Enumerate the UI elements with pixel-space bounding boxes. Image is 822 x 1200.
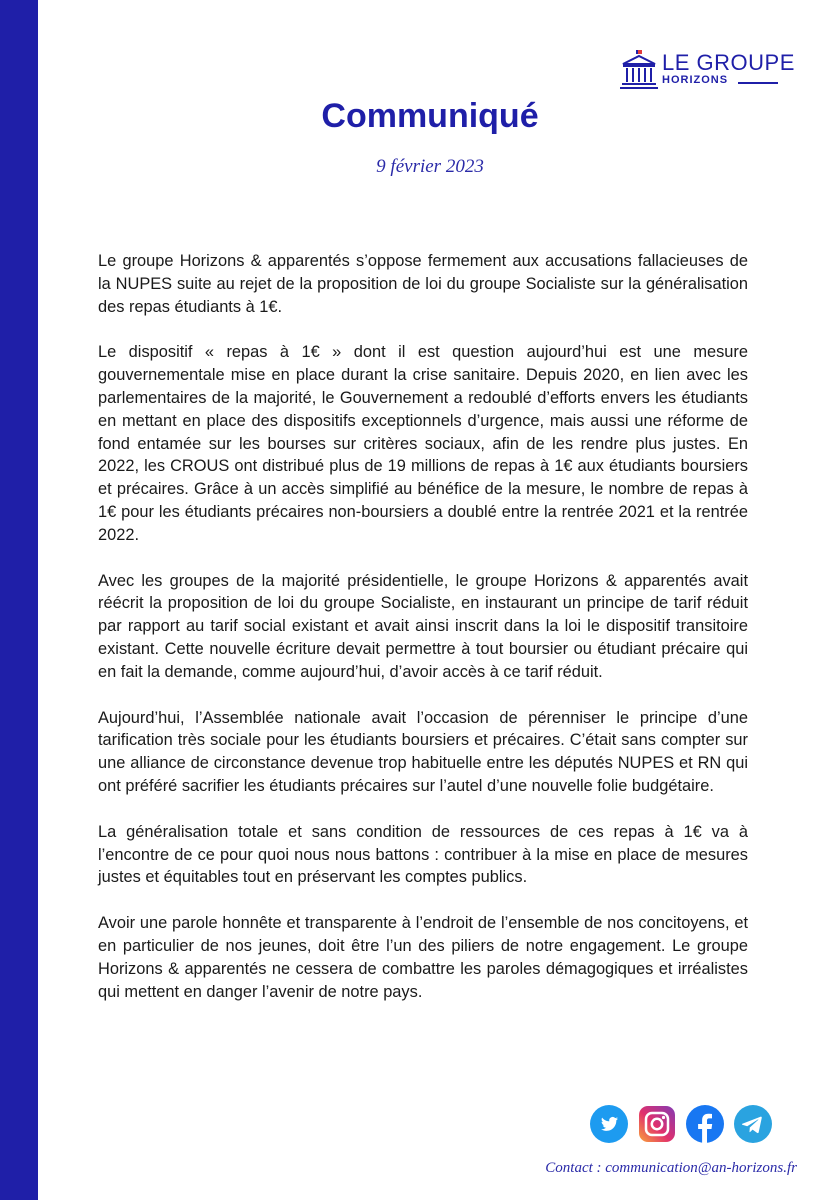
paragraph: Aujourd’hui, l’Assemblée nationale avait l’occasion de pérenniser le principe d’une tarification très sociale pour les étudiants boursiers et précaires. C’était sans compter sur une alliance de circonstance devenue trop habituelle entre les députés NUPES et RN qui ont préféré sacrifier les étudiants précaires sur l’autel d’une nouvelle folie budgétaire. xyxy=(98,708,748,795)
paragraph: Le dispositif « repas à 1€ » dont il est question aujourd’hui est une mesure gouvernementale mise en place durant la crise sanitaire. Depuis 2020, en lien avec les parlementaires de la majorité, le Gouvernement a redoublé d’efforts envers les étudiants en mettant en place des dispositifs exceptionnels d’urgence, mais aussi une réforme de fond entamée sur les bourses sur critères sociaux, afin de les rendre plus justes. En 2022, les CROUS ont distribué plus de 19 millions de repas à 1€ aux étudiants boursiers et précaires. Grâce à un accès simplifié au bénéfice de la mesure, le nombre de repas à 1€ pour les étudiants précaires non-boursiers a doublé entre la rentrée 2021 et la rentrée 2022. xyxy=(98,343,748,544)
press-release-date: 9 février 2023 xyxy=(376,156,484,177)
contact-line: Contact : communication@an-horizons.fr xyxy=(545,1160,797,1176)
side-accent-bar xyxy=(0,0,38,1200)
horizons-logo xyxy=(620,40,795,100)
telegram-icon[interactable] xyxy=(734,1105,772,1143)
paragraph: Le groupe Horizons & apparentés s’oppose fermement aux accusations fallacieuses de la NUPES suite au rejet de la proposition de loi du groupe Socialiste sur la généralisation des repas étudiants à 1€. xyxy=(98,252,748,316)
logo-line2: HORIZONS xyxy=(662,74,729,86)
assembly-building-icon xyxy=(620,50,658,94)
paragraph: Avec les groupes de la majorité présidentielle, le groupe Horizons & apparentés avait réécrit la proposition de loi du groupe Socialiste, en instaurant un principe de tarif réduit par rapport au tarif social existant et avait ainsi inscrit dans la loi le dispositif transitoire existant. Cette nouvelle écriture devait permettre à tout boursier ou étudiant précaire qui en fait la demande, comme aujourd’hui, d’avoir accès à ce tarif réduit. xyxy=(98,571,748,681)
facebook-icon[interactable] xyxy=(686,1105,724,1143)
twitter-icon[interactable] xyxy=(590,1105,628,1143)
press-release-body xyxy=(98,250,748,1026)
logo-underline xyxy=(738,82,778,84)
paragraph: Avoir une parole honnête et transparente à l’endroit de l’ensemble de nos concitoyens, et en particulier de nos jeunes, doit être l’un des piliers de notre engagement. Le groupe Horizons & apparentés ne cessera de combattre les paroles démagogiques et irréalistes qui mettent en danger l’avenir de notre pays. xyxy=(98,914,748,1001)
paragraph: La généralisation totale et sans condition de ressources de ces repas à 1€ va à l’encontre de ce pour quoi nous nous battons : contribuer à la mise en place de mesures justes et équitables tout en préservant les comptes publics. xyxy=(98,822,748,887)
logo-line1: LE GROUPE xyxy=(662,50,795,75)
page-title: Communiqué xyxy=(321,97,539,135)
instagram-icon[interactable] xyxy=(638,1105,676,1143)
